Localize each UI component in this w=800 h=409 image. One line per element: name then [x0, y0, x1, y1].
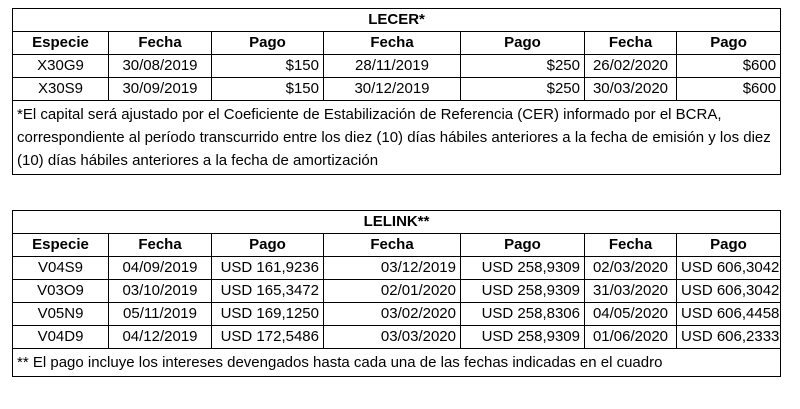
lecer-header-especie: Especie	[13, 32, 109, 55]
pago-cell: USD 172,5486	[212, 326, 324, 349]
lelink-header-fecha-3: Fecha	[585, 234, 677, 257]
pago-cell: USD 169,1250	[212, 303, 324, 326]
fecha-cell: 03/10/2019	[109, 280, 212, 303]
lecer-header-fecha-1: Fecha	[109, 32, 212, 55]
lelink-header-pago-2: Pago	[461, 234, 585, 257]
fecha-cell: 02/03/2020	[585, 257, 677, 280]
table-row	[13, 326, 781, 349]
fecha-cell: 30/08/2019	[109, 55, 212, 78]
lelink-table	[12, 210, 781, 377]
pago-cell: $150	[212, 55, 324, 78]
pago-cell: USD 606,3042	[677, 280, 781, 303]
fecha-cell: 30/03/2020	[585, 78, 677, 101]
lelink-header-fecha-2: Fecha	[324, 234, 461, 257]
pago-cell: USD 258,8306	[461, 303, 585, 326]
lecer-header-pago-2: Pago	[461, 32, 585, 55]
especie-cell: V03O9	[13, 280, 109, 303]
fecha-cell: 01/06/2020	[585, 326, 677, 349]
especie-cell: V04D9	[13, 326, 109, 349]
lecer-header-pago-3: Pago	[677, 32, 781, 55]
fecha-cell: 26/02/2020	[585, 55, 677, 78]
table-row	[13, 280, 781, 303]
fecha-cell: 04/12/2019	[109, 326, 212, 349]
pago-cell: $600	[677, 55, 781, 78]
fecha-cell: 28/11/2019	[324, 55, 461, 78]
fecha-cell: 03/03/2020	[324, 326, 461, 349]
lelink-header-pago-1: Pago	[212, 234, 324, 257]
lelink-header-especie: Especie	[13, 234, 109, 257]
lelink-title: LELINK**	[13, 211, 781, 234]
fecha-cell: 30/12/2019	[324, 78, 461, 101]
pago-cell: USD 606,2333	[677, 326, 781, 349]
fecha-cell: 05/11/2019	[109, 303, 212, 326]
lecer-title: LECER*	[13, 9, 781, 32]
pago-cell: USD 258,9309	[461, 326, 585, 349]
table-row	[13, 303, 781, 326]
especie-cell: X30G9	[13, 55, 109, 78]
lelink-header-row	[13, 234, 781, 257]
pago-cell: USD 258,9309	[461, 280, 585, 303]
lecer-header-pago-1: Pago	[212, 32, 324, 55]
fecha-cell: 02/01/2020	[324, 280, 461, 303]
fecha-cell: 31/03/2020	[585, 280, 677, 303]
especie-cell: X30S9	[13, 78, 109, 101]
pago-cell: USD 165,3472	[212, 280, 324, 303]
lelink-footnote: ** El pago incluye los intereses devengados hasta cada una de las fechas indicadas en el cuadro	[13, 349, 781, 377]
lecer-header-row	[13, 32, 781, 55]
lecer-header-fecha-2: Fecha	[324, 32, 461, 55]
especie-cell: V05N9	[13, 303, 109, 326]
pago-cell: $600	[677, 78, 781, 101]
fecha-cell: 04/05/2020	[585, 303, 677, 326]
especie-cell: V04S9	[13, 257, 109, 280]
lecer-header-fecha-3: Fecha	[585, 32, 677, 55]
fecha-cell: 03/12/2019	[324, 257, 461, 280]
pago-cell: USD 258,9309	[461, 257, 585, 280]
pago-cell: $150	[212, 78, 324, 101]
table-row	[13, 55, 781, 78]
lecer-footnote: *El capital será ajustado por el Coeficiente de Estabilización de Referencia (CER) informado por el BCRA, correspondiente al período transcurrido entre los diez (10) días hábiles anteriores a la fecha de emisión y los diez (10) días hábiles anteriores a la fecha de amortización	[13, 101, 781, 175]
pago-cell: USD 161,9236	[212, 257, 324, 280]
pago-cell: $250	[461, 55, 585, 78]
fecha-cell: 30/09/2019	[109, 78, 212, 101]
fecha-cell: 04/09/2019	[109, 257, 212, 280]
pago-cell: $250	[461, 78, 585, 101]
lecer-table	[12, 8, 781, 175]
table-row	[13, 78, 781, 101]
lelink-header-pago-3: Pago	[677, 234, 781, 257]
table-row	[13, 257, 781, 280]
fecha-cell: 03/02/2020	[324, 303, 461, 326]
pago-cell: USD 606,3042	[677, 257, 781, 280]
pago-cell: USD 606,4458	[677, 303, 781, 326]
lelink-header-fecha-1: Fecha	[109, 234, 212, 257]
